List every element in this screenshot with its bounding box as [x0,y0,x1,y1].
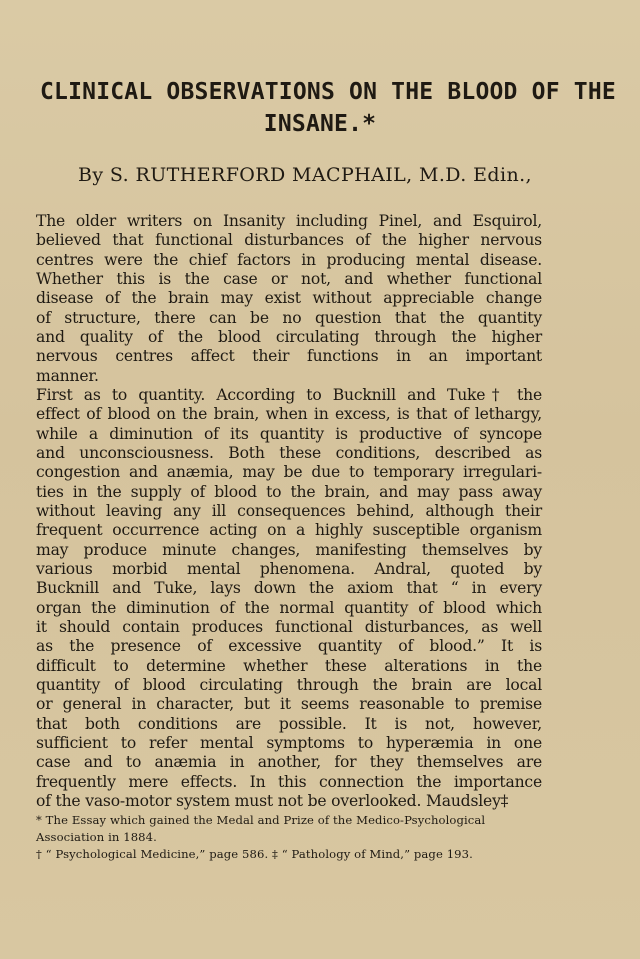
paragraph-line: and quality of the blood circulating through the higher [36,327,542,346]
paragraph-line: disease of the brain may exist without appreciable change [36,289,542,308]
paragraph-line: frequently mere effects. In this connection the importance [36,772,542,791]
paragraph-2 [36,386,542,811]
paragraph-line: manner. [36,366,99,385]
paragraph-line: First as to quantity. According to Bucknill and Tuke† the [36,386,542,404]
paragraph-line: as the presence of excessive quantity of blood.” It is [36,637,542,656]
footnote-line: † “ Psychological Medicine,” page 586. ‡ “ Pathology of Mind,” page 193. [36,847,473,861]
article-title-line-2: INSANE.* [263,111,377,137]
paragraph-line: believed that functional disturbances of the higher nervous [36,231,542,250]
paragraph-line: quantity of blood circulating through the brain are local [36,675,542,694]
footnote-line: Association in 1884. [36,830,157,844]
paragraph-line: Bucknill and Tuke, lays down the axiom that “ in every [36,579,542,598]
paragraph-line: sufficient to refer mental symptoms to hyperæmia in one [36,733,542,752]
paragraph-line: without leaving any ill consequences behind, although their [36,501,542,520]
paragraph-line: effect of blood on the brain, when in excess, is that of lethargy, [36,405,542,424]
author-line: By S. RUTHERFORD MACPHAIL, M.D. Edin., [78,164,532,186]
paragraph-line: while a diminution of its quantity is productive of syncope [36,424,542,443]
paragraph-line: frequent occurrence acting on a highly susceptible organism [36,521,542,540]
paragraph-line: ties in the supply of blood to the brain, and may pass away [36,482,542,501]
paragraph-line: Whether this is the case or not, and whether functional [36,269,542,288]
paragraph-line: various morbid mental phenomena. Andral, quoted by [36,559,542,578]
paragraph-line: case and to anæmia in another, for they themselves are [36,753,542,772]
paragraph-line: of structure, there can be no question that the quantity [36,308,542,327]
footnote-line: * The Essay which gained the Medal and Prize of the Medico-Psychological [36,813,486,827]
paragraph-line: centres were the chief factors in producing mental disease. [36,250,542,269]
paragraph-1 [36,212,542,386]
paragraph-line: difficult to determine whether these alterations in the [36,656,542,675]
paragraph-line: that both conditions are possible. It is not, however, [36,714,542,733]
paragraph-line: organ the diminution of the normal quantity of blood which [36,598,542,617]
paragraph-line: congestion and anæmia, may be due to temporary irregulari- [36,463,542,482]
paragraph-line: or general in character, but it seems reasonable to premise [36,695,542,714]
paragraph-line: nervous centres affect their functions in an important [36,347,542,366]
paragraph-line: and unconsciousness. Both these conditions, described as [36,443,542,462]
paragraph-line: it should contain produces functional disturbances, as well [36,617,542,636]
paragraph-line: may produce minute changes, manifesting themselves by [36,540,542,559]
paragraph-line: of the vaso-motor system must not be overlooked. Maudsley‡ [36,791,509,810]
paragraph-line: The older writers on Insanity including Pinel, and Esquirol, [36,212,542,230]
footnotes [36,812,542,863]
article-title-line-1: CLINICAL OBSERVATIONS ON THE BLOOD OF THE [40,79,616,105]
